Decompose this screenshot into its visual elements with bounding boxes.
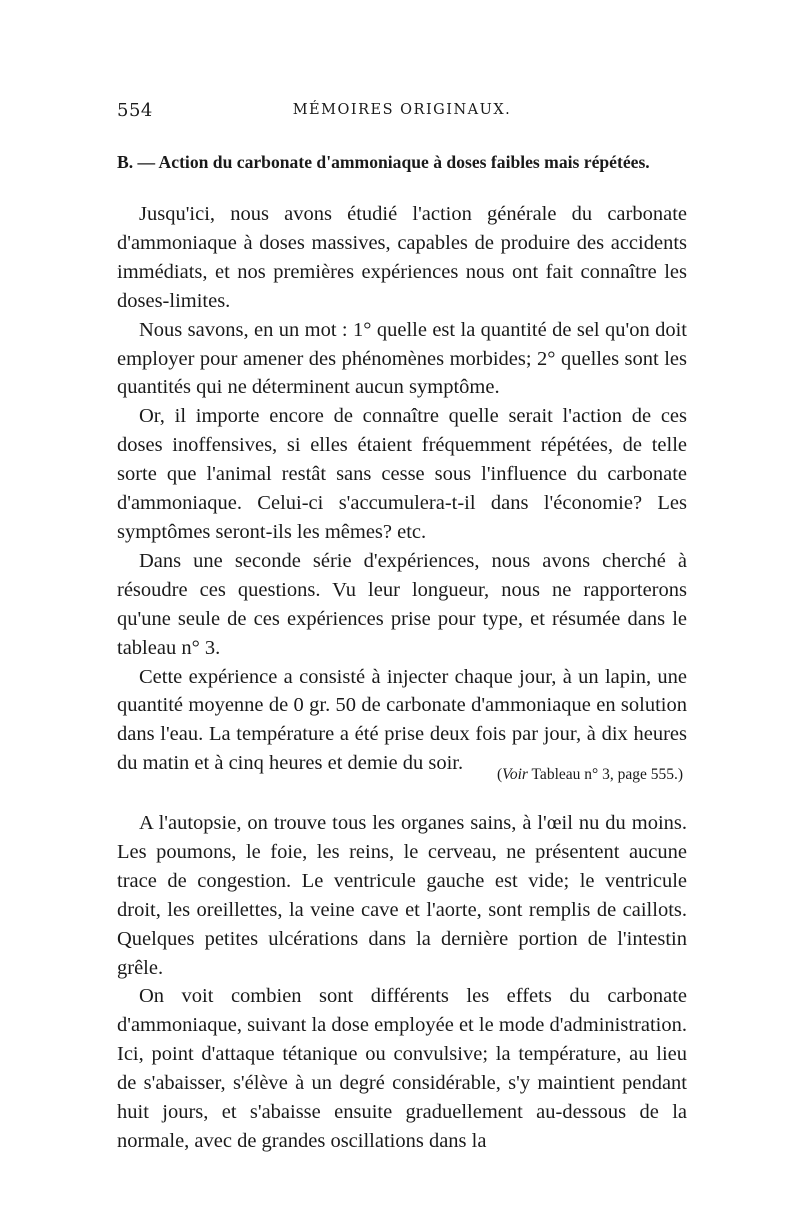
paragraph: On voit combien sont différents les effets du carbonate d'ammoniaque, suivant la dose employée et le mode d'administration. Ici, point d'attaque tétanique ou convulsive; la température, au lieu de s'abaisser, s'élève à un degré considérable, s'y maintient pendant huit jours, et s'abaisse ensuite graduellement au-dessous de la normale, avec de grandes oscillations dans la — [117, 985, 687, 1152]
table-reference-open-paren: ( — [496, 766, 503, 783]
table-reference-text: Tableau n° 3, page 555.) — [527, 766, 683, 783]
paragraph: Or, il importe encore de connaître quelle serait l'action de ces doses inoffensives, si elles étaient fréquemment répétées, de telle sorte que l'animal restât sans cesse sous l'influence du carbonate d'ammoniaque. Celui-ci s'accumulera-t-il dans l'économie? Les symptômes seront-ils les mêmes? etc. — [117, 405, 687, 543]
paragraph: Jusqu'ici, nous avons étudié l'action générale du carbonate d'ammoniaque à doses massives, capables de produire des accidents immédiats, et nos premières expériences nous ont fait connaître les doses-limites. — [117, 203, 687, 312]
paragraph: Cette expérience a consisté à injecter chaque jour, à un lapin, une quantité moyenne de 0 gr. 50 de carbonate d'ammoniaque en solution dans l'eau. La température a été prise deux fois par jour, à dix heures du matin et à cinq heures et demie du soir. — [117, 665, 687, 775]
page-header — [117, 100, 687, 122]
paragraph: Dans une seconde série d'expériences, nous avons cherché à résoudre ces questions. Vu leur longueur, nous ne rapporterons qu'une seule de ces expériences prise pour type, et résumée dans le tableau n° 3. — [117, 549, 687, 659]
paragraph: A l'autopsie, on trouve tous les organes sains, à l'œil nu du moins. Les poumons, le foie, les reins, le cerveau, ne présentent aucune trace de congestion. Le ventricule gauche est vide; le ventricule droit, les oreillettes, la veine cave et l'aorte, sont remplis de caillots. Quelques petites ulcérations dans la dernière portion de l'intestin grêle. — [117, 812, 687, 979]
page-number: 554 — [117, 100, 153, 121]
section-heading: B. — Action du carbonate d'ammoniaque à doses faibles mais répétées. — [117, 152, 650, 172]
running-title: MÉMOIRES ORIGINAUX. — [292, 102, 512, 118]
text-block-after-table — [117, 809, 687, 1156]
text-block-before-table — [117, 200, 687, 778]
paragraph: Nous savons, en un mot : 1° quelle est la quantité de sel qu'on doit employer pour amener des phénomènes morbides; 2° quelles sont les quantités qui ne déterminent aucun symptôme. — [117, 318, 687, 399]
table-reference — [497, 766, 683, 784]
table-reference-italic: Voir — [502, 766, 528, 783]
